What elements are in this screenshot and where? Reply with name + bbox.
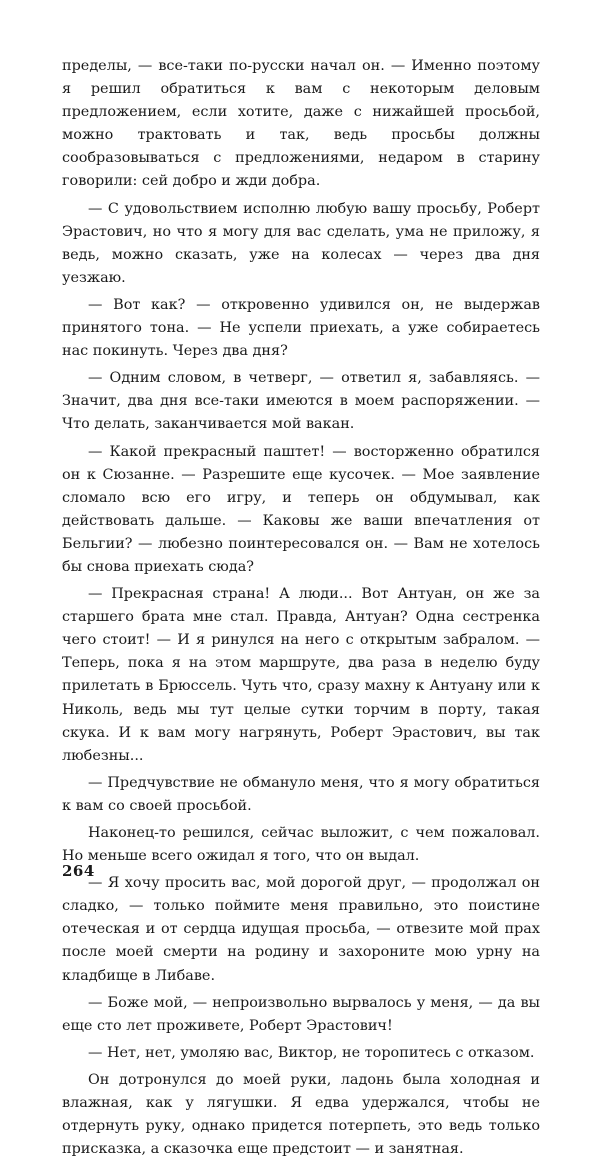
paragraph: — С удовольствием исполню любую вашу просьбу, Роберт Эрастович, но что я могу для вас сделать, ума не приложу, я ведь, можно сказать, уже на колесах — через два дня уезжаю.	[62, 200, 540, 286]
paragraph: — Предчувствие не обмануло меня, что я могу обратиться к вам со своей просьбой.	[62, 774, 540, 814]
page-number: 264	[62, 862, 95, 880]
paragraph-continuation: пределы, — все-таки по-русски начал он. — Именно поэтому я решил обратиться к вам с некоторым деловым предложением, если хотите, даже с нижайшей просьбой, можно трактовать и так, ведь просьбы должны сообразовываться с предложениями, недаром в старину говорили: сей добро и жди добра.	[62, 58, 540, 190]
paragraph: — Я хочу просить вас, мой дорогой друг, — продолжал он сладко, — только поймите меня правильно, это поистине отеческая и от сердца идущая просьба, — отвезите мой прах после моей смерти на родину и захороните мою урну на кладбище в Либаве.	[62, 875, 540, 984]
body-text	[62, 55, 540, 1165]
paragraph: — Одним словом, в четверг, — ответил я, забавляясь. — Значит, два дня все-таки имеются в моем распоряжении. — Что делать, заканчивается мой вакан.	[62, 370, 540, 433]
paragraph: — Боже мой, — непроизвольно вырвалось у меня, — да вы еще сто лет проживете, Роберт Эрастович!	[62, 994, 540, 1034]
paragraph: — Какой прекрасный паштет! — восторженно обратился он к Сюзанне. — Разрешите еще кусочек. — Мое заявление сломало всю его игру, и теперь он обдумывал, как действовать дальше. — Каковы же ваши впечатления от Бельгии? — любезно поинтересовался он. — Вам не хотелось бы снова приехать сюда?	[62, 443, 540, 575]
paragraph: Он дотронулся до моей руки, ладонь была холодная и влажная, как у лягушки. Я едва удержался, чтобы не отдернуть руку, однако придется потерпеть, это ведь только присказка, а сказочка еще предстоит — и занятная.	[62, 1071, 540, 1158]
paragraph: Наконец-то решился, сейчас выложит, с чем пожаловал. Но меньше всего ожидал я того, что он выдал.	[62, 825, 540, 865]
paragraph: — Вот как? — откровенно удивился он, не выдержав принятого тона. — Не успели приехать, а уже собираетесь нас покинуть. Через два дня?	[62, 296, 540, 360]
paragraph: — Прекрасная страна! А люди... Вот Антуан, он же за старшего брата мне стал. Правда, Антуан? Одна сестренка чего стоит! — И я ринулся на него с открытым забралом. — Теперь, пока я на этом маршруте, два раза в неделю буду прилетать в Брюссель. Чуть что, сразу махну к Антуану или к Николь, ведь мы тут целые сутки торчим в порту, такая скука. И к вам могу нагрянуть, Роберт Эрастович, вы так любезны...	[62, 586, 540, 764]
paragraph: — Нет, нет, умоляю вас, Виктор, не торопитесь с отказом.	[88, 1044, 535, 1061]
